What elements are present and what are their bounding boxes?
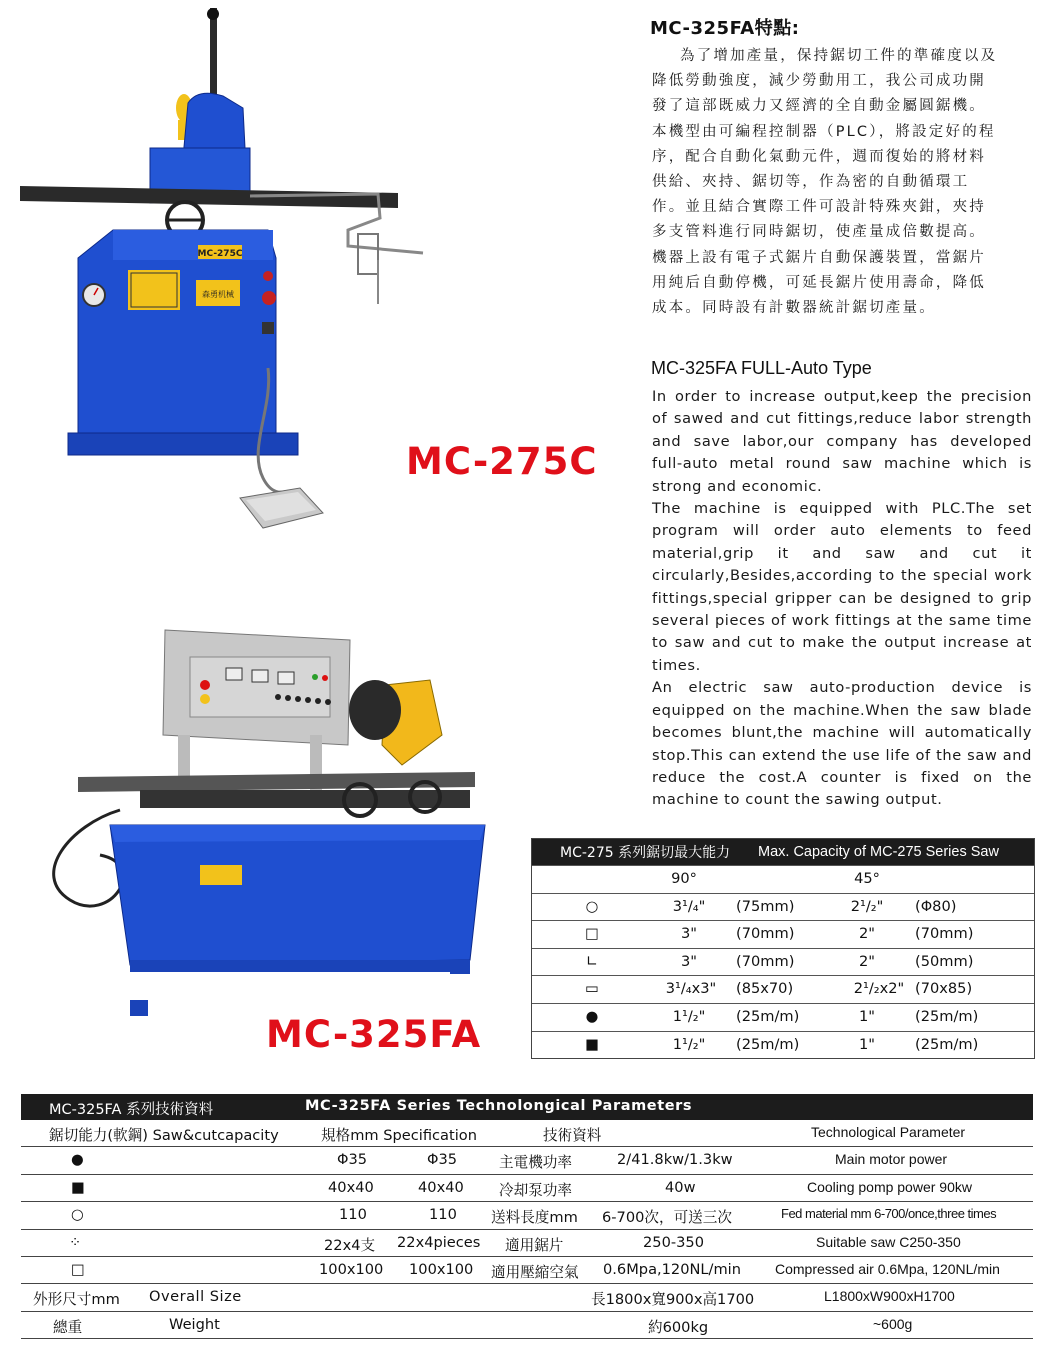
weight-en: Weight xyxy=(169,1315,220,1333)
cell: (25m/m) xyxy=(915,1007,979,1025)
capacity-table xyxy=(531,838,1035,1059)
warning-plate xyxy=(128,270,180,310)
intro-zh-line: 多支管料進行同時鋸切，使產量成倍數提高。 xyxy=(652,224,986,241)
col-spec: 規格mm Specification xyxy=(321,1127,477,1144)
capacity-row xyxy=(532,1031,1034,1059)
cell: 250-350 xyxy=(643,1233,704,1251)
cell: Φ35 xyxy=(337,1151,368,1169)
intro-en-title: MC-325FA FULL-Auto Type xyxy=(651,358,872,378)
spec-row xyxy=(21,1257,1033,1284)
cell: (70mm) xyxy=(915,925,974,943)
spec-row xyxy=(21,1230,1033,1257)
intro-zh-line: 為了增加產量，保持鋸切工件的準確度以及 xyxy=(680,48,998,64)
cell: 3¹/₄" xyxy=(672,897,706,915)
capacity-header-cn: MC-275 系列鋸切最大能力 xyxy=(560,845,731,861)
cell: 2" xyxy=(859,952,875,970)
cell: 40w xyxy=(665,1178,696,1196)
machine-base xyxy=(130,960,470,972)
cell: 送料長度mm xyxy=(491,1209,578,1227)
intro-zh-line: 供給、夾持、鋸切等，作為密的自動循環工 xyxy=(652,174,970,191)
svg-text:森勇机械: 森勇机械 xyxy=(202,290,234,299)
weight-value-cn: 約600kg xyxy=(648,1318,709,1336)
capacity-row xyxy=(532,948,1034,976)
overall-value-en: L1800xW900xH1700 xyxy=(824,1288,955,1305)
cell: 主電機功率 xyxy=(499,1154,572,1172)
weight-cn: 總重 xyxy=(53,1318,83,1336)
spec-column-header-row xyxy=(21,1120,1033,1147)
cell: 100x100 xyxy=(409,1260,474,1278)
round-bar-icon: ○ xyxy=(585,897,599,915)
intro-zh-line: 成本。同時設有計數器統計鋸切產量。 xyxy=(652,300,936,317)
capacity-row xyxy=(532,1003,1034,1031)
cell: 40x40 xyxy=(418,1178,464,1196)
round-tube-icon: ○ xyxy=(71,1206,84,1224)
model-label-mc-275c: MC-275C xyxy=(406,440,598,483)
machine-base xyxy=(68,433,298,455)
square-tube-icon: □ xyxy=(71,1260,85,1278)
cell: 2¹/₂x2" xyxy=(853,980,905,998)
cell: 適用壓縮空氣 xyxy=(491,1263,579,1281)
model-label-mc-325fa: MC-325FA xyxy=(266,1013,482,1056)
cell: 110 xyxy=(339,1206,367,1224)
col-capacity: 鋸切能力(軟鋼) Saw&cutcapacity xyxy=(49,1127,279,1144)
spec-row xyxy=(21,1175,1033,1202)
cell: (25m/m) xyxy=(736,1007,800,1025)
intro-zh-body xyxy=(652,44,1030,321)
intro-zh-line: 機器上設有電子式鋸片自動保護裝置，當鋸片 xyxy=(652,249,986,266)
square-tube-icon: □ xyxy=(585,925,599,943)
cell: 22x4pieces xyxy=(397,1233,481,1251)
cell: 2" xyxy=(859,925,875,943)
overall-value-cn: 長1800x寬900x高1700 xyxy=(591,1291,755,1309)
spec-table-header xyxy=(21,1094,1033,1120)
mc-325fa-machine-illustration xyxy=(30,625,495,1020)
cell: (75mm) xyxy=(736,897,795,915)
cell: (Φ80) xyxy=(915,897,957,915)
intro-zh-line: 發了這部既威力又經濟的全自動金屬圓鋸機。 xyxy=(652,98,986,115)
cell: Φ35 xyxy=(427,1151,458,1169)
brand-plate xyxy=(200,865,242,885)
capacity-header-en: Max. Capacity of MC-275 Series Saw xyxy=(758,844,999,860)
capacity-angle-row xyxy=(532,865,1034,893)
machine-body xyxy=(78,230,276,438)
capacity-row xyxy=(532,920,1034,948)
cell: 6-700次，可送三次 xyxy=(602,1209,732,1227)
spec-table xyxy=(21,1094,1033,1339)
solid-square-icon: ■ xyxy=(585,1035,599,1053)
intro-zh-line: 降低勞動強度，減少勞動用工，我公司成功開 xyxy=(652,73,986,90)
tube-material xyxy=(78,772,475,792)
cell: Cooling pomp power 90kw xyxy=(807,1178,972,1195)
cell: (85x70) xyxy=(736,980,794,998)
rect-tube-icon: ▭ xyxy=(585,980,599,998)
spec-row xyxy=(21,1202,1033,1229)
cell: 2/41.8kw/1.3kw xyxy=(617,1151,733,1169)
cell: Main motor power xyxy=(835,1151,948,1168)
handle-knob xyxy=(207,8,219,20)
spec-header-cn: MC-325FA 系列技術資料 xyxy=(49,1102,214,1118)
col-tech-cn: 技術資料 xyxy=(543,1127,602,1144)
intro-en-paragraph: The machine is equipped with PLC.The set program will order auto elements to feed material,grip it and saw and cut it circularly,Besides,according to the special work fittings,special gripper can be designed to grip several pieces of work fittings at the same time to saw and cut to make the output increase at times. xyxy=(652,500,1032,674)
machine-body xyxy=(110,825,485,965)
cell: 3" xyxy=(681,952,697,970)
cell: 3¹/₄x3" xyxy=(665,980,717,998)
cell: 2¹/₂" xyxy=(850,897,884,915)
angle-iron-icon: ∟ xyxy=(585,952,599,970)
col-tech-en: Technological Parameter xyxy=(811,1124,966,1140)
overall-cn: 外形尺寸mm xyxy=(33,1291,120,1309)
capacity-row xyxy=(532,975,1034,1003)
cell: 110 xyxy=(429,1206,457,1224)
intro-en-paragraph: An electric saw auto-production device is equipped on the machine.When the saw blade becomes blunt,the machine will automatically stop.This can extend the use life of the saw and reduce the cost.A counter is fixed on the machine to count the sawing output. xyxy=(652,679,1032,809)
intro-zh-line: 序，配合自動化氣動元件，週而復始的將材料 xyxy=(652,148,986,165)
solid-round-icon: ● xyxy=(585,1007,599,1025)
cell: Suitable saw C250-350 xyxy=(816,1233,961,1250)
bundle-tubes-icon: ⁘ xyxy=(69,1233,82,1251)
svg-text:MC-275C: MC-275C xyxy=(197,249,243,259)
weight-value-en: ~600g xyxy=(873,1315,913,1332)
cell: 冷却泵功率 xyxy=(499,1181,572,1199)
intro-zh-line: 作。並且結合實際工件可設計特殊夾鉗，夾持 xyxy=(652,199,986,216)
intro-en-body xyxy=(652,386,1032,812)
intro-zh-line: 用純后自動停機，可延長鋸片使用壽命，降低 xyxy=(652,274,986,291)
cell: Fed material mm 6-700/once,three times xyxy=(781,1206,997,1222)
cell: 1¹/₂" xyxy=(672,1007,706,1025)
cell: (50mm) xyxy=(915,952,974,970)
cell: 1" xyxy=(859,1035,875,1053)
cell: (25m/m) xyxy=(736,1035,800,1053)
solid-round-icon: ● xyxy=(71,1151,84,1169)
spec-row xyxy=(21,1147,1033,1174)
intro-zh-title: MC-325FA特點: xyxy=(650,18,800,39)
intro-en-paragraph: In order to increase output,keep the precision of sawed and cut fittings,reduce labor strength and save labor,our company has developed full-auto metal round saw machine which is strong and economic. xyxy=(652,388,1032,495)
spec-overall-row xyxy=(21,1284,1033,1311)
cell: 40x40 xyxy=(328,1178,374,1196)
cell: 1¹/₂" xyxy=(672,1035,706,1053)
overall-en: Overall Size xyxy=(149,1288,242,1306)
angle-45: 45° xyxy=(854,870,880,887)
spec-header-en: MC-325FA Series Technolongical Parameters xyxy=(305,1098,693,1114)
solid-square-icon: ■ xyxy=(71,1178,85,1196)
cell: 3" xyxy=(681,925,697,943)
capacity-row xyxy=(532,893,1034,921)
intro-zh-line: 本機型由可編程控制器（PLC），將設定好的程 xyxy=(652,123,996,140)
cell: (70mm) xyxy=(736,925,795,943)
cell: (70x85) xyxy=(915,980,973,998)
mc-275c-machine-illustration xyxy=(18,8,430,548)
cell: 100x100 xyxy=(319,1260,384,1278)
cell: Compressed air 0.6Mpa, 120NL/min xyxy=(775,1260,1000,1277)
cell: (25m/m) xyxy=(915,1035,979,1053)
saw-motor xyxy=(349,680,401,740)
air-hose xyxy=(54,810,124,906)
cell: 1" xyxy=(859,1007,875,1025)
cell: (70mm) xyxy=(736,952,795,970)
angle-90: 90° xyxy=(671,870,697,887)
cell: 22x4支 xyxy=(324,1236,376,1254)
cell: 適用鋸片 xyxy=(505,1236,564,1254)
capacity-table-header xyxy=(532,839,1034,865)
spec-weight-row xyxy=(21,1312,1033,1339)
cell: 0.6Mpa,120NL/min xyxy=(603,1260,741,1278)
